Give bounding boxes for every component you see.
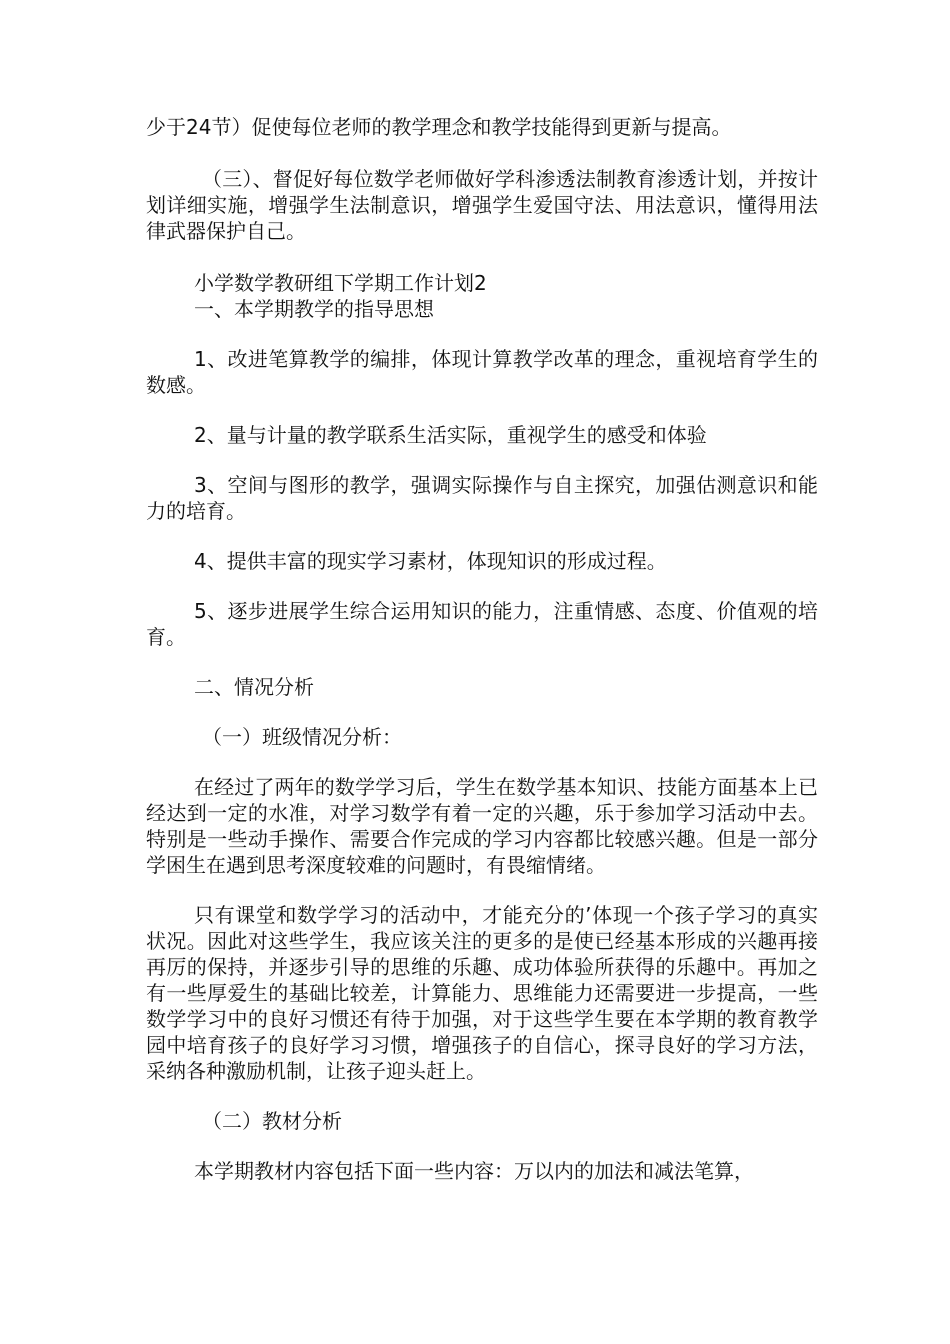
paragraph-section-three: （三）、督促好每位数学老师做好学科渗透法制教育渗透计划，并按计划详细实施，增强学生法制意识，增强学生爱国守法、用法意识，懂得用法律武器保护自己。	[146, 167, 818, 243]
list-item-5: 5、逐步进展学生综合运用知识的能力，注重情感、态度、价值观的培育。	[146, 599, 818, 649]
list-item-2: 2、量与计量的教学联系生活实际，重视学生的感受和体验	[194, 423, 707, 447]
subsection-heading-textbook-analysis: （二）教材分析	[202, 1109, 342, 1133]
list-item-4: 4、提供丰富的现实学习素材，体现知识的形成过程。	[194, 549, 667, 573]
subsection-heading-class-analysis: （一）班级情况分析：	[202, 725, 402, 749]
section-heading-guiding-ideas: 一、本学期教学的指导思想	[194, 297, 434, 321]
paragraph-textbook-content: 本学期教材内容包括下面一些内容：万以内的加法和减法笔算，	[194, 1159, 754, 1183]
section-heading-situation-analysis: 二、情况分析	[194, 675, 314, 699]
document-body	[146, 114, 818, 1184]
paragraph-continuation: 少于24节）促使每位老师的教学理念和教学技能得到更新与提高。	[146, 115, 732, 139]
document-heading: 小学数学教研组下学期工作计划2	[194, 271, 487, 295]
list-item-3: 3、空间与图形的教学，强调实际操作与自主探究，加强估测意识和能力的培育。	[146, 473, 818, 523]
paragraph-learning-situation: 只有课堂和数学学习的活动中，才能充分的’体现一个孩子学习的真实状况。因此对这些学生，我应该关注的更多的是使已经基本形成的兴趣再接再厉的保持，并逐步引导的思维的乐趣、成功体验所获得的乐趣中。再加之有一些厚爱生的基础比较差，计算能力、思维能力还需要进一步提高，一些数学学习中的良好习惯还有待于加强，对于这些学生要在本学期的教育教学园中培育孩子的良好学习习惯，增强孩子的自信心，探寻良好的学习方法，采纳各种激励机制，让孩子迎头赶上。	[146, 903, 818, 1083]
paragraph-class-analysis: 在经过了两年的数学学习后，学生在数学基本知识、技能方面基本上已经达到一定的水准，对学习数学有着一定的兴趣，乐于参加学习活动中去。特别是一些动手操作、需要合作完成的学习内容都比较感兴趣。但是一部分学困生在遇到思考深度较难的问题时，有畏缩情绪。	[146, 775, 818, 877]
list-item-1: 1、改进笔算教学的编排，体现计算教学改革的理念，重视培育学生的数感。	[146, 347, 818, 397]
